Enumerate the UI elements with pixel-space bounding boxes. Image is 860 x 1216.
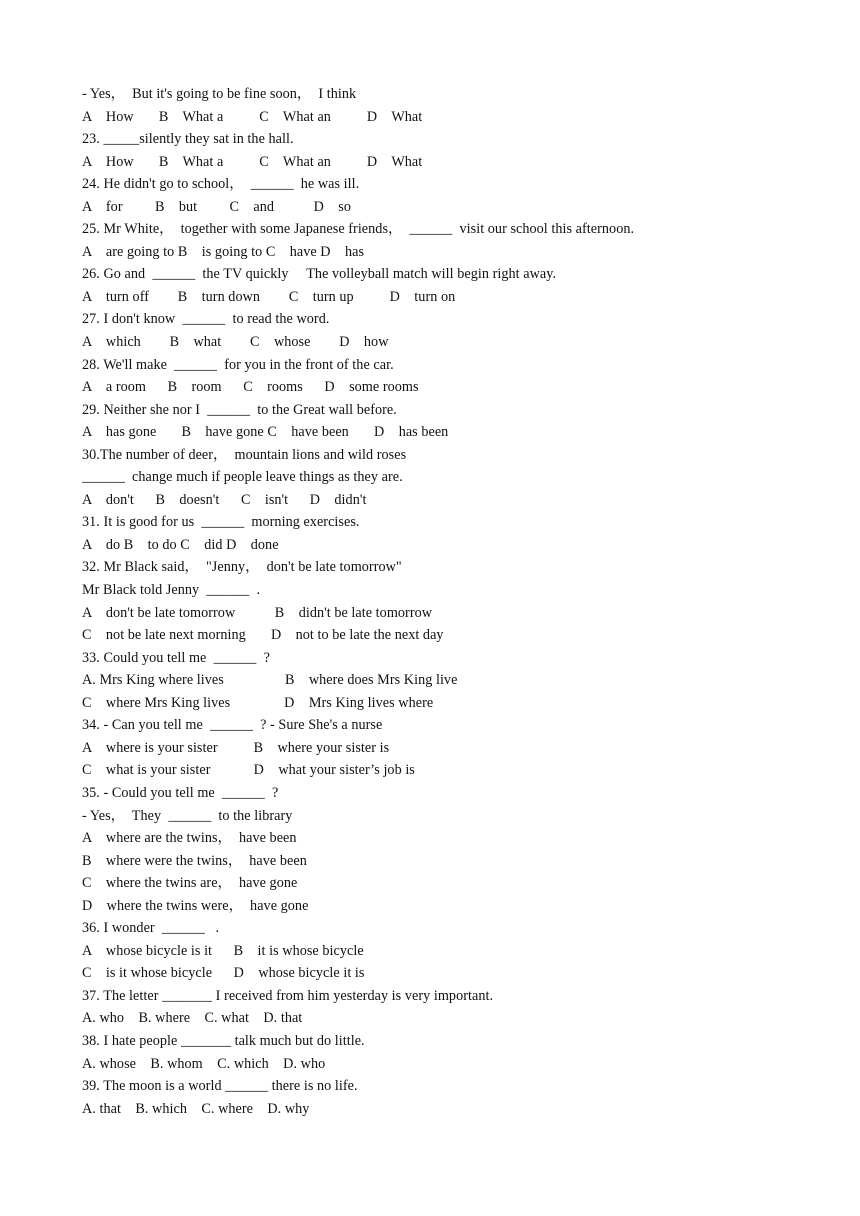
text-line: A are going to B is going to C have D has	[82, 243, 365, 260]
text-line: 34. - Can you tell me ______ ? - Sure She's a nurse	[82, 717, 383, 734]
text-line: - Yes， They ______ to the library	[82, 807, 293, 824]
text-line: 30.The number of deer， mountain lions and wild roses	[82, 446, 407, 463]
text-line: - Yes， But it's going to be fine soon， I think	[82, 86, 357, 102]
text-line: B where were the twins， have been	[82, 852, 307, 869]
text-line: C is it whose bicycle D whose bicycle it is	[82, 965, 365, 982]
text-line: A don't B doesn't C isn't D didn't	[82, 491, 367, 508]
text-line: 26. Go and ______ the TV quickly The volleyball match will begin right away.	[82, 266, 557, 283]
text-line: A a room B room C rooms D some rooms	[82, 379, 419, 396]
text-line: 27. I don't know ______ to read the word.	[82, 311, 330, 328]
text-line: ______ change much if people leave things as they are.	[82, 469, 403, 486]
text-line: 25. Mr White， together with some Japanese friends， ______ visit our school this afternoon.	[82, 221, 635, 238]
text-line: C where Mrs King lives D Mrs King lives where	[82, 694, 434, 711]
text-line: 33. Could you tell me ______ ?	[82, 649, 270, 666]
text-line: 29. Neither she nor I ______ to the Great wall before.	[82, 401, 397, 418]
question-list	[82, 83, 802, 1120]
text-line: A don't be late tomorrow B didn't be late tomorrow	[82, 604, 433, 621]
text-line: A. that B. which C. where D. why	[82, 1100, 310, 1117]
text-line: C not be late next morning D not to be late the next day	[82, 627, 444, 644]
text-line: 35. - Could you tell me ______ ?	[82, 784, 279, 801]
text-line: A whose bicycle is it B it is whose bicycle	[82, 942, 364, 959]
text-line: Mr Black told Jenny ______ .	[82, 582, 261, 599]
text-line: A. who B. where C. what D. that	[82, 1010, 303, 1027]
text-line: A which B what C whose D how	[82, 334, 389, 351]
text-line: A for B but C and D so	[82, 198, 352, 215]
text-line: 24. He didn't go to school， ______ he was ill.	[82, 176, 360, 193]
text-line: A where is your sister B where your sister is	[82, 739, 390, 756]
text-line: A How B What a C What an D What	[82, 153, 423, 170]
text-line: 32. Mr Black said， "Jenny， don't be late tomorrow"	[82, 559, 402, 576]
text-line: 28. We'll make ______ for you in the front of the car.	[82, 356, 394, 373]
text-line: A where are the twins， have been	[82, 830, 297, 847]
text-line: A turn off B turn down C turn up D turn on	[82, 288, 456, 305]
text-line: 39. The moon is a world ______ there is no life.	[82, 1078, 358, 1095]
text-line: 37. The letter _______ I received from him yesterday is very important.	[82, 987, 494, 1004]
text-line: A do B to do C did D done	[82, 536, 279, 553]
text-line: A. Mrs King where lives B where does Mrs King live	[82, 672, 458, 689]
text-line: A. whose B. whom C. which D. who	[82, 1055, 326, 1072]
text-line: 31. It is good for us ______ morning exercises.	[82, 514, 360, 531]
text-line: A How B What a C What an D What	[82, 108, 423, 125]
text-line: C where the twins are， have gone	[82, 875, 298, 892]
text-line: 23. _____silently they sat in the hall.	[82, 131, 294, 148]
text-line: 38. I hate people _______ talk much but do little.	[82, 1032, 365, 1049]
text-line: C what is your sister D what your sister’s job is	[82, 762, 415, 779]
text-line: D where the twins were， have gone	[82, 897, 309, 914]
text-line: A has gone B have gone C have been D has been	[82, 424, 449, 441]
text-line: 36. I wonder ______ .	[82, 920, 220, 937]
